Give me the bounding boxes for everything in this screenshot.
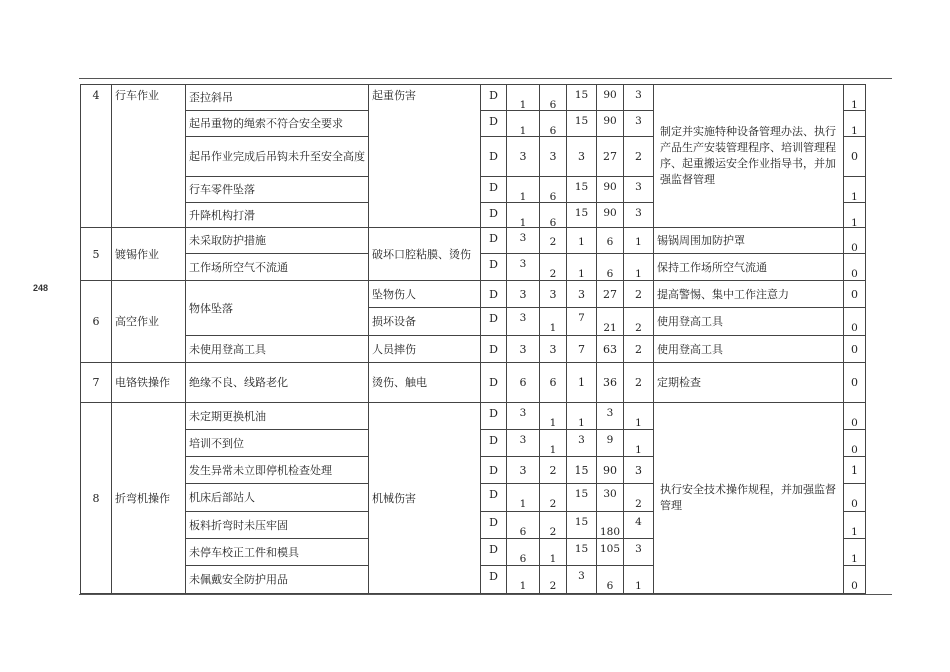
control-measure: 锡锅周围加防护罩 [654, 228, 844, 254]
col-e: 6 [549, 99, 557, 111]
table-row [81, 363, 866, 403]
col-c: 3 [567, 281, 597, 308]
col-d: D [481, 228, 507, 254]
col-d: D [481, 281, 507, 308]
col-x: 1 [851, 191, 858, 203]
col-d: D [481, 539, 507, 566]
col-l: 3 [507, 137, 540, 177]
col-c: 7 [567, 336, 597, 363]
col-x: 0 [844, 137, 866, 177]
col-d: D [481, 203, 507, 228]
col-d: D [481, 484, 507, 512]
hazard-type: 坠物伤人 [369, 281, 481, 308]
col-d: D [481, 137, 507, 177]
task-name: 电铬铁操作 [112, 363, 186, 403]
col-score: 27 [597, 281, 624, 308]
col-d: D [481, 177, 507, 203]
col-e: 6 [549, 217, 557, 228]
hazard-cause: 未定期更换机油 [186, 403, 369, 430]
col-score: 6 [606, 580, 614, 592]
col-e: 2 [549, 580, 557, 592]
col-x: 1 [851, 526, 858, 538]
col-c: 1 [567, 363, 597, 403]
col-x: 1 [844, 457, 866, 484]
col-l: 3 [519, 407, 527, 419]
col-c: 15 [574, 207, 589, 219]
col-x: 1 [851, 553, 858, 565]
hazard-cause: 起吊重物的绳索不符合安全要求 [186, 111, 369, 137]
col-score: 90 [603, 181, 617, 193]
hazard-type: 机械伤害 [369, 403, 481, 594]
col-e: 3 [540, 137, 567, 177]
col-e: 2 [549, 236, 557, 248]
col-x: 0 [851, 580, 858, 592]
col-l: 3 [507, 336, 540, 363]
col-d: D [481, 85, 507, 111]
col-c: 15 [574, 543, 589, 555]
col-level: 3 [624, 457, 654, 484]
col-score: 27 [597, 137, 624, 177]
col-d: D [481, 254, 507, 281]
col-c: 15 [574, 89, 589, 101]
col-c: 15 [567, 457, 597, 484]
hazard-type: 损坏设备 [369, 308, 481, 336]
col-d: D [481, 430, 507, 457]
task-number: 8 [81, 403, 112, 594]
col-e: 3 [540, 336, 567, 363]
col-level: 2 [624, 137, 654, 177]
col-x: 1 [851, 125, 858, 137]
col-x: 1 [851, 99, 858, 111]
col-score: 90 [597, 457, 624, 484]
col-l: 6 [519, 553, 527, 565]
col-l: 1 [519, 498, 527, 510]
col-x: 0 [844, 336, 866, 363]
col-level: 2 [635, 322, 642, 334]
col-score: 6 [606, 236, 614, 248]
col-score: 90 [603, 207, 617, 219]
hazard-cause: 起吊作业完成后吊钩未升至安全高度 [186, 137, 369, 177]
task-name: 行车作业 [112, 85, 186, 228]
task-name: 高空作业 [112, 281, 186, 363]
col-level: 2 [624, 336, 654, 363]
table-row [81, 403, 866, 430]
task-name: 折弯机操作 [112, 403, 186, 594]
table-row [81, 336, 866, 363]
col-e: 1 [549, 444, 557, 456]
hazard-cause: 发生异常未立即停机检查处理 [186, 457, 369, 484]
risk-assessment-table [80, 84, 866, 594]
col-x: 0 [851, 417, 858, 429]
col-level: 3 [635, 181, 642, 193]
hazard-cause: 未采取防护措施 [186, 228, 369, 254]
control-measure: 使用登高工具 [654, 308, 844, 336]
col-e: 1 [549, 322, 557, 334]
col-l: 1 [519, 99, 527, 111]
task-number: 6 [81, 281, 112, 363]
hazard-cause: 歪拉斜吊 [186, 85, 369, 111]
col-d: D [481, 566, 507, 594]
col-c: 1 [578, 268, 585, 280]
col-score: 30 [603, 488, 617, 500]
col-d: D [481, 457, 507, 484]
col-c: 7 [578, 312, 585, 324]
col-l: 1 [519, 580, 527, 592]
col-l: 3 [519, 434, 527, 446]
col-score: 90 [603, 89, 617, 101]
hazard-cause: 行车零件坠落 [186, 177, 369, 203]
col-e: 2 [549, 526, 557, 538]
control-measure: 制定并实施特种设备管理办法、执行产品生产安装管理程序、培训管理程序、起重搬运安全作业指导书，并加强监督管理 [654, 85, 844, 228]
col-score: 3 [606, 407, 614, 419]
col-score: 9 [606, 434, 614, 446]
col-level: 1 [635, 444, 642, 456]
col-l: 1 [519, 191, 527, 203]
control-measure: 定期检查 [654, 363, 844, 403]
col-l: 6 [519, 526, 527, 538]
col-e: 1 [549, 553, 557, 565]
col-x: 0 [844, 363, 866, 403]
col-e: 6 [549, 191, 557, 203]
page-number: 248 [33, 283, 49, 293]
col-x: 0 [851, 242, 858, 254]
col-e: 2 [549, 268, 557, 280]
col-d: D [481, 336, 507, 363]
col-c: 15 [574, 488, 589, 500]
col-level: 4 [635, 516, 642, 528]
col-e: 2 [540, 457, 567, 484]
col-e: 6 [549, 125, 557, 137]
col-score: 36 [597, 363, 624, 403]
col-score: 63 [597, 336, 624, 363]
col-c: 3 [578, 434, 585, 446]
col-e: 2 [549, 498, 557, 510]
col-l: 6 [507, 363, 540, 403]
task-number: 5 [81, 228, 112, 281]
col-e: 3 [540, 281, 567, 308]
col-d: D [481, 512, 507, 539]
task-name: 镀锡作业 [112, 228, 186, 281]
col-level: 2 [624, 363, 654, 403]
col-score: 105 [599, 543, 621, 555]
top-rule [79, 78, 892, 79]
col-x: 0 [851, 498, 858, 510]
col-l: 1 [519, 217, 527, 228]
bottom-rule [79, 594, 892, 595]
col-c: 1 [578, 236, 585, 248]
hazard-cause: 未停车校正工件和模具 [186, 539, 369, 566]
col-score: 180 [599, 526, 621, 538]
col-level: 1 [635, 268, 642, 280]
table-row [81, 281, 866, 308]
hazard-cause: 培训不到位 [186, 430, 369, 457]
hazard-type: 起重伤害 [369, 85, 481, 228]
control-measure: 使用登高工具 [654, 336, 844, 363]
col-x: 0 [851, 268, 858, 280]
hazard-cause: 未使用登高工具 [186, 336, 369, 363]
hazard-cause: 未佩戴安全防护用品 [186, 566, 369, 594]
col-e: 1 [549, 417, 557, 429]
task-number: 7 [81, 363, 112, 403]
col-c: 1 [578, 417, 585, 429]
control-measure: 提高警惕、集中工作注意力 [654, 281, 844, 308]
col-level: 3 [635, 89, 642, 101]
control-measure: 执行安全技术操作规程，并加强监督管理 [654, 403, 844, 594]
col-level: 3 [635, 207, 642, 219]
col-score: 21 [603, 322, 617, 334]
col-l: 3 [507, 457, 540, 484]
hazard-cause: 板料折弯时未压牢固 [186, 512, 369, 539]
col-level: 1 [635, 580, 642, 592]
col-x: 0 [844, 281, 866, 308]
control-measure: 保持工作场所空气流通 [654, 254, 844, 281]
col-c: 15 [574, 181, 589, 193]
col-c: 15 [574, 516, 589, 528]
hazard-type: 烫伤、触电 [369, 363, 481, 403]
col-level: 2 [635, 498, 642, 510]
table-row [81, 85, 866, 111]
col-l: 1 [519, 125, 527, 137]
col-l: 3 [507, 281, 540, 308]
hazard-type: 人员摔伤 [369, 336, 481, 363]
task-number: 4 [81, 85, 112, 228]
hazard-cause: 绝缘不良、线路老化 [186, 363, 369, 403]
col-d: D [481, 111, 507, 137]
col-l: 3 [519, 258, 527, 270]
col-e: 6 [540, 363, 567, 403]
col-c: 3 [567, 137, 597, 177]
hazard-cause: 机床后部站人 [186, 484, 369, 512]
col-level: 1 [635, 236, 642, 248]
col-level: 3 [635, 115, 642, 127]
hazard-cause: 升降机构打滑 [186, 203, 369, 228]
hazard-cause: 工作场所空气不流通 [186, 254, 369, 281]
col-x: 0 [851, 444, 858, 456]
hazard-type: 破坏口腔粘膜、烫伤 [369, 228, 481, 281]
hazard-cause: 物体坠落 [186, 281, 369, 336]
col-c: 3 [578, 570, 585, 582]
col-l: 3 [519, 312, 527, 324]
col-x: 0 [851, 322, 858, 334]
col-c: 15 [574, 115, 589, 127]
col-level: 3 [635, 543, 642, 555]
table-row [81, 228, 866, 254]
col-l: 3 [519, 232, 527, 244]
col-score: 6 [606, 268, 614, 280]
col-level: 2 [624, 281, 654, 308]
col-score: 90 [603, 115, 617, 127]
col-level: 1 [635, 417, 642, 429]
col-d: D [481, 363, 507, 403]
col-x: 1 [851, 217, 858, 228]
col-d: D [481, 403, 507, 430]
col-d: D [481, 308, 507, 336]
